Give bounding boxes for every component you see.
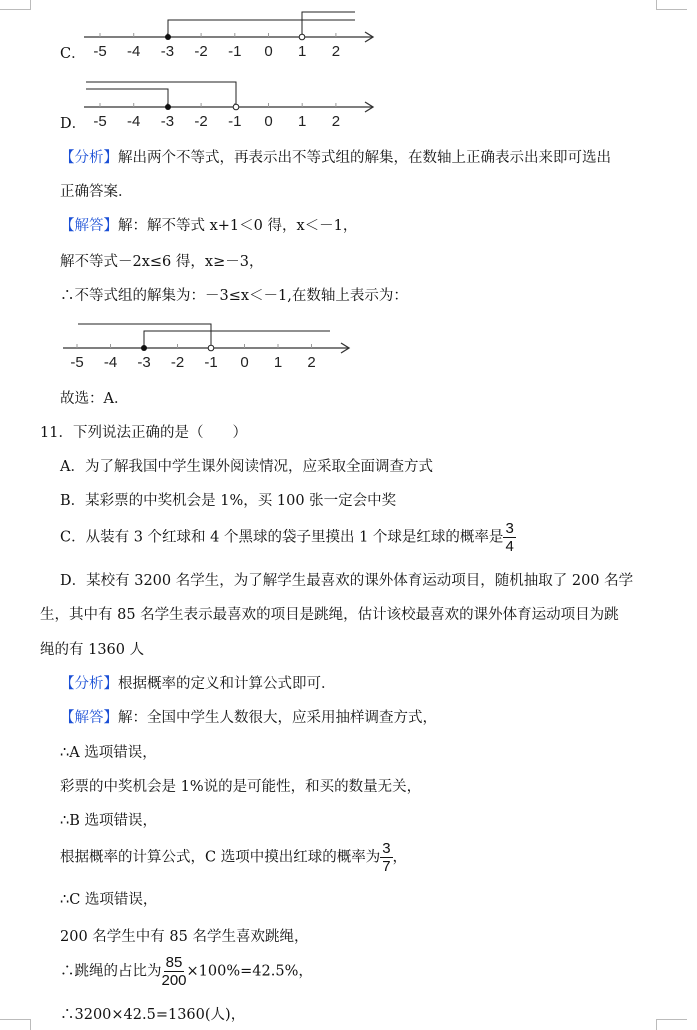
number-line-d <box>0 70 400 130</box>
solid-point <box>141 345 147 351</box>
fraction-3-7 <box>380 840 392 875</box>
question-11-option-d-cont: 生，其中有 85 名学生表示最喜欢的项目是跳绳，估计该校最喜欢的课外体育运动项目为跳 <box>40 607 619 623</box>
answer-2-line-6: ∴C 选项错误， <box>60 892 158 908</box>
analysis-tag: 【分析】 <box>60 150 118 166</box>
numerator: 3 <box>505 520 514 537</box>
ray-x-ge-neg3 <box>144 331 330 348</box>
tick-label: 1 <box>298 43 307 60</box>
text: ∴跳绳的占比为 <box>60 963 162 980</box>
corner-mark <box>656 1019 687 1030</box>
option-c-label: C． <box>60 46 86 62</box>
number-line-solution <box>0 311 400 371</box>
corner-mark <box>656 0 687 10</box>
solid-point <box>165 34 171 40</box>
text: 根据概率的计算公式，C 选项中摸出红球的概率为 <box>60 849 381 866</box>
tick-label: -1 <box>204 354 218 371</box>
denominator: 200 <box>161 972 187 989</box>
fraction-3-4 <box>503 520 515 555</box>
question-11-stem: 11．下列说法正确的是（ ） <box>40 425 247 441</box>
text: ， <box>392 849 408 866</box>
tick-label: -5 <box>93 43 107 60</box>
question-11-option-d-cont2: 绳的有 1360 人 <box>40 642 145 658</box>
answer-tag: 【解答】 <box>60 218 118 234</box>
answer-2-line-2: ∴A 选项错误， <box>60 745 157 761</box>
tick-label: -2 <box>170 354 185 371</box>
option-d-label: D． <box>60 116 87 132</box>
answer-2-line-5 <box>60 840 407 875</box>
tick-label: 0 <box>240 354 249 371</box>
tick-label: 1 <box>273 354 283 371</box>
answer-2-line-9: ∴3200×42.5=1360(人)， <box>60 1007 246 1023</box>
fraction-85-200 <box>162 954 187 989</box>
tick-label: -2 <box>194 43 208 60</box>
answer-2-line-3: 彩票的中奖机会是 1%说的是可能性，和买的数量无关， <box>60 779 422 795</box>
tick-label: 2 <box>331 43 341 60</box>
ray-x-ge-neg3 <box>168 20 355 37</box>
analysis-tag: 【分析】 <box>60 676 118 692</box>
tick-label: -2 <box>194 113 208 130</box>
question-11-option-a: A．为了解我国中学生课外阅读情况，应采取全面调查方式 <box>60 459 433 475</box>
answer-2-line-4: ∴B 选项错误， <box>60 813 157 829</box>
tick-label: 2 <box>307 354 316 371</box>
numerator: 3 <box>382 840 391 857</box>
answer-tag: 【解答】 <box>60 710 118 726</box>
ray-x-gt-1 <box>302 12 355 37</box>
numerator: 85 <box>165 954 183 971</box>
answer-2-line-8 <box>60 954 313 989</box>
answer-text: 解：解不等式 x+1＜0 得，x＜－1， <box>118 218 358 234</box>
question-11-option-c <box>60 520 516 555</box>
tick-label: -4 <box>127 113 141 130</box>
tick-label: -3 <box>160 113 175 130</box>
tick-label: -4 <box>127 43 141 60</box>
tick-label: -5 <box>70 354 84 371</box>
answer-2-line-1 <box>60 706 437 727</box>
tick-label: -4 <box>103 354 118 371</box>
analysis-text: 解出两个不等式，再表示出不等式组的解集，在数轴上正确表示出来即可选出 <box>118 150 611 166</box>
analysis-1-cont: 正确答案． <box>60 184 133 200</box>
answer-1-line-1 <box>60 214 357 235</box>
tick-label: 1 <box>298 113 307 130</box>
ray-x-le-neg3 <box>86 89 168 107</box>
corner-mark <box>0 1019 31 1030</box>
option-c-text: C．从装有 3 个红球和 4 个黑球的袋子里摸出 1 个球是红球的概率是 <box>60 529 504 546</box>
tick-label: -1 <box>228 43 242 60</box>
answer-1-line-2: 解不等式－2x≤6 得，x≥－3， <box>60 254 264 270</box>
tick-label: 0 <box>264 113 273 130</box>
question-11-option-d: D．某校有 3200 名学生，为了解学生最喜欢的课外体育运动项目，随机抽取了 200 名学 <box>60 573 634 589</box>
answer-2-line-7: 200 名学生中有 85 名学生喜欢跳绳， <box>60 929 309 945</box>
tick-label: -5 <box>93 113 107 130</box>
answer-1-choice: 故选：A． <box>60 391 129 407</box>
analysis-text: 根据概率的定义和计算公式即可． <box>118 676 336 692</box>
analysis-1 <box>60 146 611 167</box>
answer-1-line-3: ∴不等式组的解集为：－3≤x＜－1,在数轴上表示为： <box>60 288 408 304</box>
open-point <box>233 104 239 110</box>
tick-label: -1 <box>228 113 242 130</box>
open-point <box>299 34 305 40</box>
tick-label: -3 <box>137 354 151 371</box>
denominator: 4 <box>505 538 514 555</box>
denominator: 7 <box>382 858 391 875</box>
open-point <box>208 345 214 351</box>
analysis-2 <box>60 672 336 693</box>
number-line-c <box>0 0 400 60</box>
tick-label: -3 <box>160 43 175 60</box>
solid-point <box>165 104 171 110</box>
text: ×100%=42.5%， <box>186 963 313 980</box>
tick-label: 0 <box>264 43 273 60</box>
question-11-option-b: B．某彩票的中奖机会是 1%，买 100 张一定会中奖 <box>60 493 397 509</box>
ray-x-lt-neg1 <box>86 82 236 107</box>
answer-text: 解：全国中学生人数很大，应采用抽样调查方式， <box>118 710 437 726</box>
tick-label: 2 <box>331 113 341 130</box>
